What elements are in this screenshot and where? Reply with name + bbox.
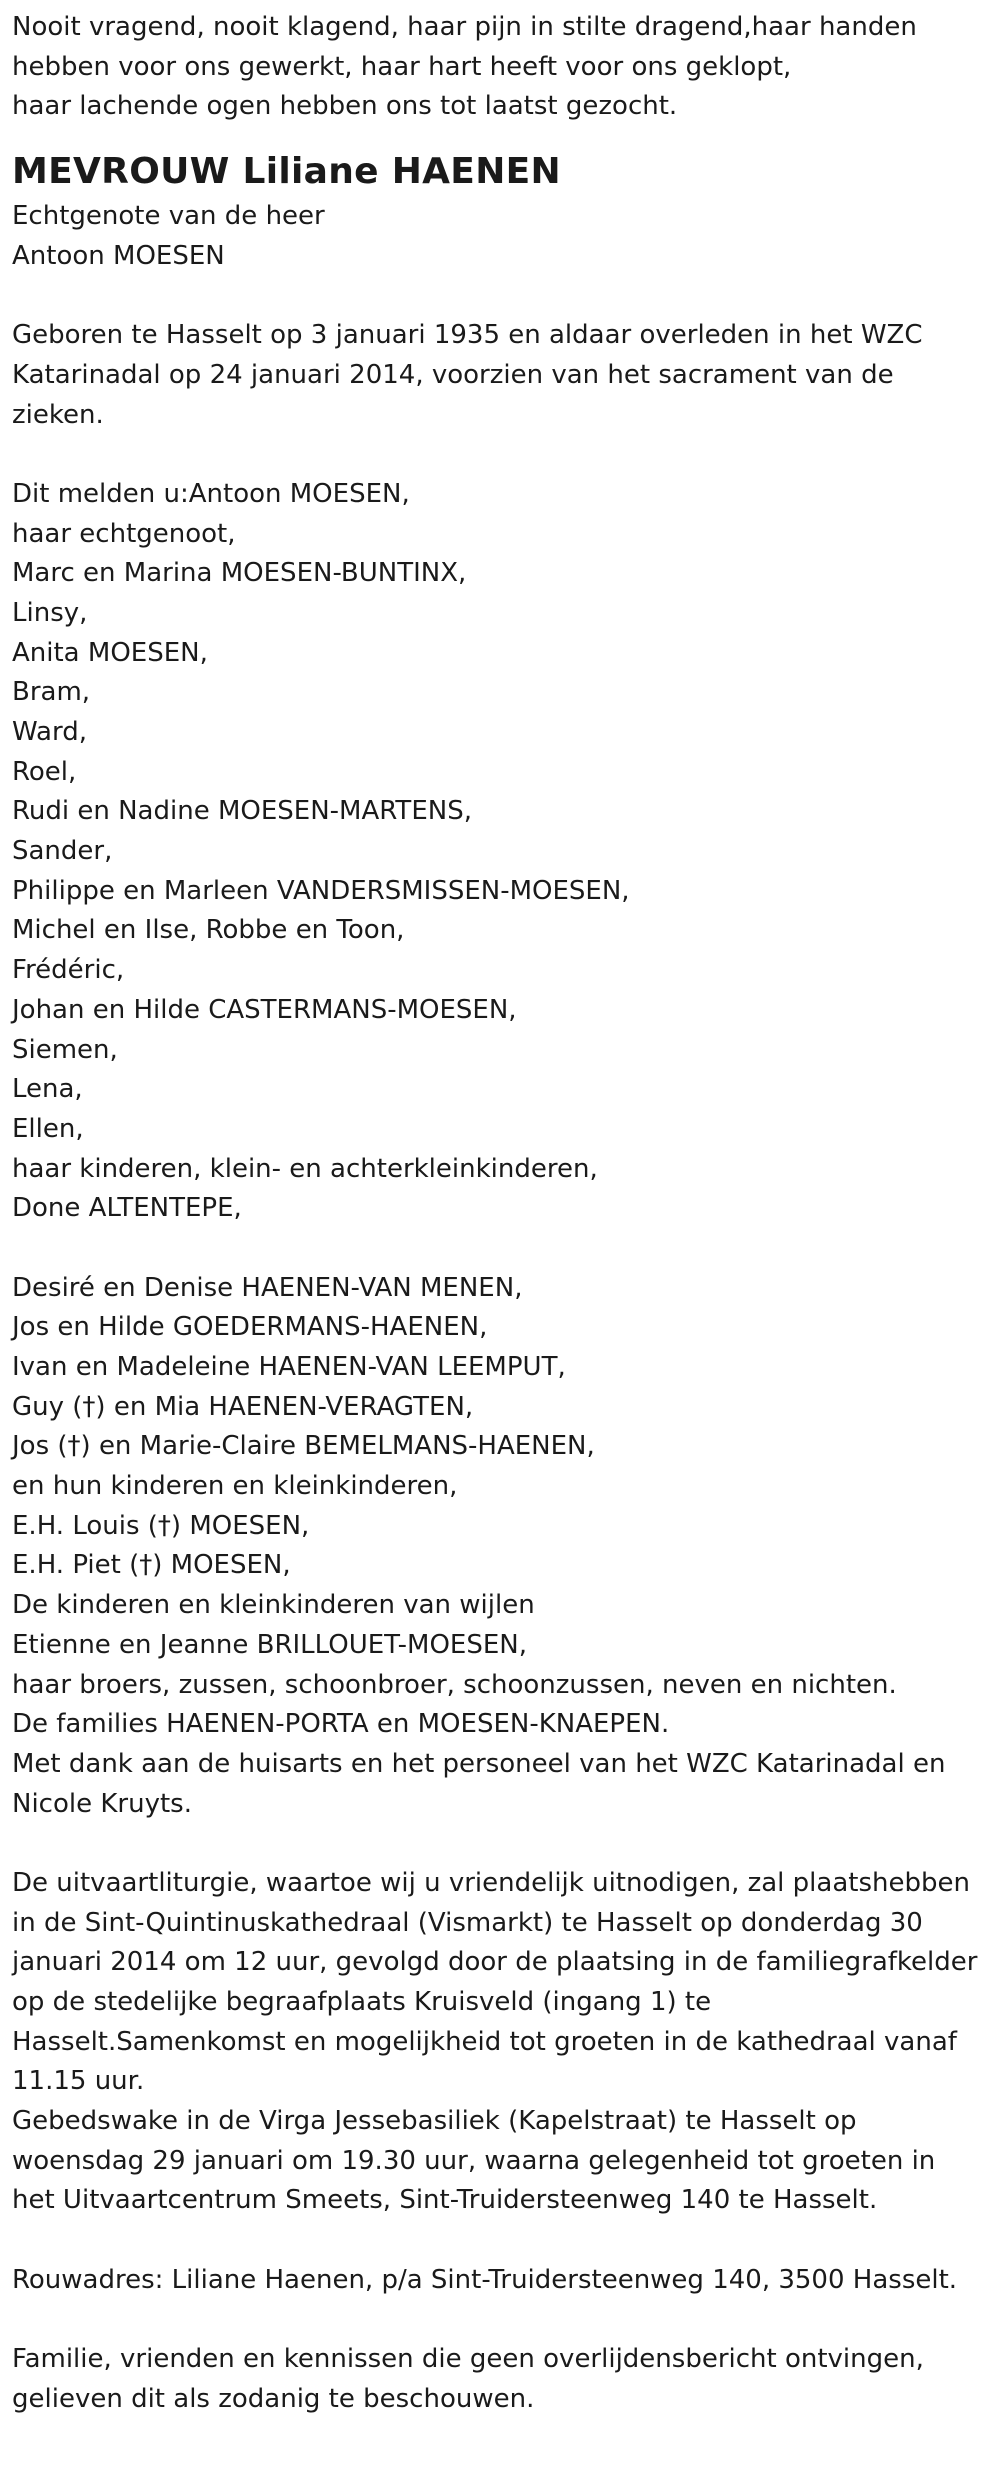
paragraph-gap [12,276,988,316]
paragraph-gap [12,1229,988,1269]
paragraph-gap [12,1824,988,1864]
address-line: Rouwadres: Liliane Haenen, p/a Sint-Truidersteenweg 140, 3500 Hasselt. [12,2264,958,2295]
funeral-line: op de stedelijke begraafplaats Kruisveld (ingang 1) te [12,1987,712,2017]
poem-line: haar lachende ogen hebben ons tot laatst gezocht. [12,91,678,122]
funeral-line: 11.15 uur. [12,2066,145,2097]
family-line: Philippe en Marleen VANDERSMISSEN-MOESEN, [12,875,630,906]
memorial-poem [12,8,988,127]
spouse-line: Echtgenote van de heer [12,201,325,232]
birth-death-line: Geboren te Hasselt op 3 januari 1935 en aldaar overleden in het WZC [12,320,923,351]
funeral-details [12,1864,988,2221]
spouse-line: Antoon MOESEN [12,240,225,271]
family-line: Guy (†) en Mia HAENEN-VERAGTEN, [12,1391,474,1422]
family-line: Michel en Ilse, Robbe en Toon, [12,915,405,946]
poem-line: hebben voor ons gewerkt, haar hart heeft voor ons geklopt, [12,51,792,82]
family-line: Ellen, [12,1113,84,1144]
funeral-line: het Uitvaartcentrum Smeets, Sint-Truidersteenweg 140 te Hasselt. [12,2185,878,2216]
birth-death-info [12,316,988,435]
family-line: Anita MOESEN, [12,637,208,668]
birth-death-line: Katarinadal op 24 januari 2014, voorzien van het sacrament van de [12,359,894,390]
deceased-name-title: MEVROUW Liliane HAENEN [12,151,561,193]
family-line: E.H. Louis (†) MOESEN, [12,1510,310,1541]
family-line: Johan en Hilde CASTERMANS-MOESEN, [12,994,517,1025]
family-line: De families HAENEN-PORTA en MOESEN-KNAEPEN. [12,1709,670,1740]
paragraph-gap [12,2301,988,2341]
family-line: Sander, [12,836,113,867]
funeral-line: Hasselt.Samenkomst en mogelijkheid tot groeten in de kathedraal vanaf [12,2026,957,2057]
family-line: haar broers, zussen, schoonbroer, schoonzussen, neven en nichten. [12,1669,897,1700]
birth-death-line: zieken. [12,399,104,430]
family-line: Desiré en Denise HAENEN-VAN MENEN, [12,1272,523,1303]
family-line: Frédéric, [12,955,125,986]
family-line: Dit melden u:Antoon MOESEN, [12,478,410,509]
family-line: Roel, [12,756,77,787]
paragraph-gap [12,435,988,475]
family-line: E.H. Piet (†) MOESEN, [12,1550,291,1581]
family-line: Linsy, [12,597,88,628]
funeral-line: De uitvaartliturgie, waartoe wij u vriendelijk uitnodigen, zal plaatshebben [12,1867,970,1898]
funeral-line: in de Sint-Quintinuskathedraal (Vismarkt) te Hasselt op donderdag 30 [12,1907,923,1938]
family-line: Met dank aan de huisarts en het personeel van het WZC Katarinadal en [12,1748,946,1779]
extended-family [12,1269,988,1825]
family-line: haar kinderen, klein- en achterkleinkinderen, [12,1153,598,1184]
funeral-line: januari 2014 om 12 uur, gevolgd door de plaatsing in de familiegrafkelder [12,1947,978,1978]
poem-line: Nooit vragend, nooit klagend, haar pijn in stilte dragend,haar handen [12,12,917,42]
family-line: Jos (†) en Marie-Claire BEMELMANS-HAENEN, [12,1431,595,1462]
family-line: Jos en Hilde GOEDERMANS-HAENEN, [12,1312,488,1343]
family-line: Lena, [12,1074,83,1105]
closing-note [12,2340,988,2419]
family-line: Etienne en Jeanne BRILLOUET-MOESEN, [12,1629,527,1660]
family-line: Rudi en Nadine MOESEN-MARTENS, [12,796,472,827]
mourning-address [12,2261,988,2301]
closing-line: gelieven dit als zodanig te beschouwen. [12,2383,535,2414]
family-line: Ward, [12,717,87,747]
funeral-line: woensdag 29 januari om 19.30 uur, waarna gelegenheid tot groeten in [12,2145,936,2176]
family-line: Marc en Marina MOESEN-BUNTINX, [12,558,467,589]
family-line: Bram, [12,677,91,708]
family-line: haar echtgenoot, [12,518,236,549]
family-line: Ivan en Madeleine HAENEN-VAN LEEMPUT, [12,1352,566,1382]
family-line: Siemen, [12,1034,118,1065]
family-announcement [12,475,988,1229]
family-line: Nicole Kruyts. [12,1788,192,1819]
family-line: De kinderen en kleinkinderen van wijlen [12,1590,535,1621]
family-line: en hun kinderen en kleinkinderen, [12,1471,458,1502]
family-line: Done ALTENTEPE, [12,1193,242,1224]
paragraph-gap [12,2221,988,2261]
closing-line: Familie, vrienden en kennissen die geen overlijdensbericht ontvingen, [12,2344,924,2375]
funeral-line: Gebedswake in de Virga Jessebasiliek (Kapelstraat) te Hasselt op [12,2106,857,2137]
spouse-info [12,197,988,276]
